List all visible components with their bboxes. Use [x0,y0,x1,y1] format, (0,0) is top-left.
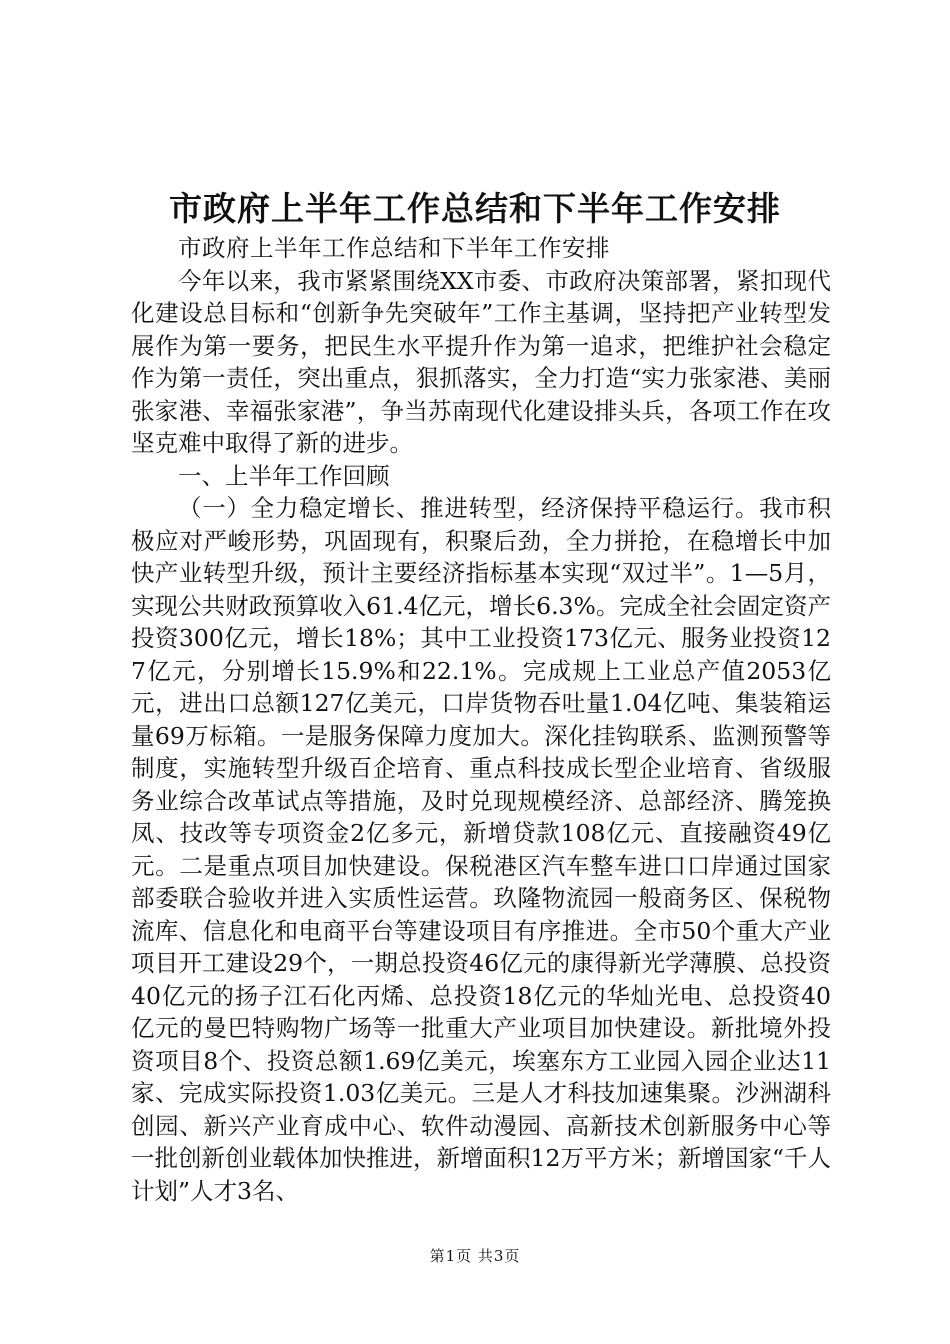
page-number: 第1页 共3页 [429,1247,521,1265]
subtitle-paragraph: 市政府上半年工作总结和下半年工作安排 [178,234,610,262]
section-heading: 一、上半年工作回顾 [178,461,390,490]
document-title: 市政府上半年工作总结和下半年工作安排 [169,189,781,228]
document-body [131,232,831,1207]
body-paragraph: （一）全力稳定增长、推进转型，经济保持平稳运行。我市积极应对严峻形势，巩固现有，积聚后劲，全力拼抢，在稳增长中加快产业转型升级，预计主要经济指标基本实现“双过半”。1—5月，实现公共财政预算收入61.4亿元，增长6.3%。完成全社会固定资产投资300亿元，增长18%；其中工业投资173亿元、服务业投资127亿元，分别增长15.9%和22.1%。完成规上工业总产值2053亿元，进出口总额127亿美元，口岸货物吞吐量1.04亿吨、集装箱运量69万标箱。一是服务保障力度加大。深化挂钩联系、监测预警等制度，实施转型升级百企培育、重点科技成长型企业培育、省级服务业综合改革试点等措施，及时兑现规模经济、总部经济、腾笼换凤、技改等专项资金2亿多元，新增贷款108亿元、直接融资49亿元。二是重点项目加快建设。保税港区汽车整车进口口岸通过国家部委联合验收并进入实质性运营。玖隆物流园一般商务区、保税物流库、信息化和电商平台等建设项目有序推进。全市50个重大产业项目开工建设29个，一期总投资46亿元的康得新光学薄膜、总投资40亿元的扬子江石化丙烯、总投资18亿元的华灿光电、总投资40亿元的曼巴特购物广场等一批重大产业项目加快建设。新批境外投资项目8个、投资总额1.69亿美元，埃塞东方工业园入园企业达11家、完成实际投资1.03亿美元。三是人才科技加速集聚。沙洲湖科创园、新兴产业育成中心、软件动漫园、高新技术创新服务中心等一批创新创业载体加快推进，新增面积12万平方米；新增国家“千人计划”人才3名、 [131,494,831,1205]
intro-paragraph: 今年以来，我市紧紧围绕XX市委、市政府决策部署，紧扣现代化建设总目标和“创新争先突破年”工作主基调，坚持把产业转型发展作为第一要务，把民生水平提升作为第一追求，把维护社会稳定作为第一责任，突出重点，狠抓落实，全力打造“实力张家港、美丽张家港、幸福张家港”，争当苏南现代化建设排头兵，各项工作在攻坚克难中取得了新的进步。 [131,266,831,457]
